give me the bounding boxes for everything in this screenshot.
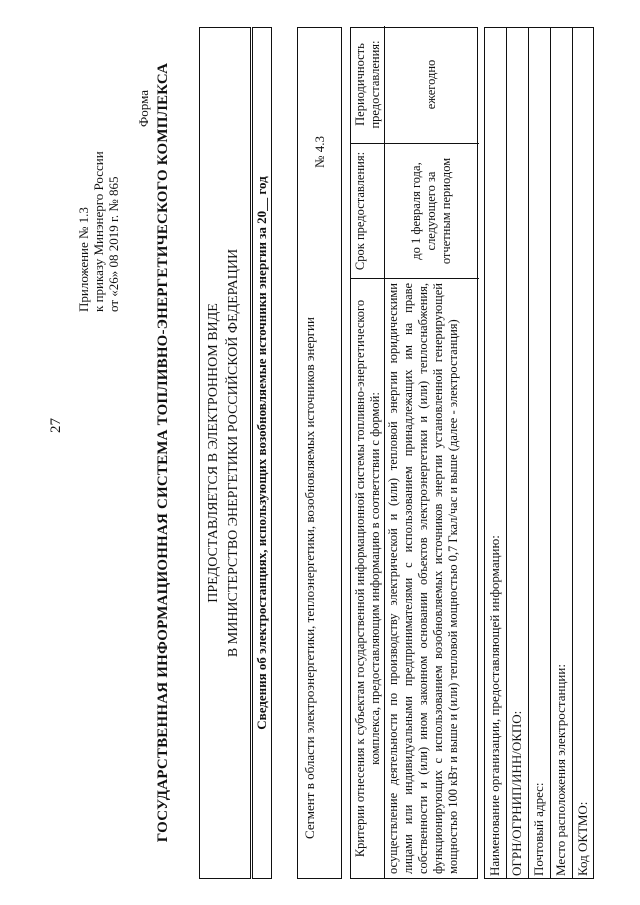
appendix-line-1: Приложение № 1.3: [76, 207, 91, 312]
org-oktmo-row: Код ОКТМО:: [575, 801, 590, 876]
org-name-row: Наименование организации, предоставляющей информацию:: [485, 28, 507, 878]
org-location-row: Место расположения электростанции:: [551, 28, 573, 878]
org-ogrn-row: ОГРН/ОГРНИП/ИНН/ОКПО:: [507, 28, 529, 878]
report-title: Сведения об электростанциях, использующих возобновляемые источники энергии за 20__ год: [252, 27, 272, 879]
org-address-row: Почтовый адрес:: [529, 28, 551, 878]
period-column: [351, 26, 479, 143]
form-label: Форма: [136, 90, 151, 127]
segment-number: № 4.3: [312, 136, 327, 168]
criteria-body: осуществление деятельности по производству электрической и (или) тепловой энергии юридическими лицами или индивидуальными предпринимателями с использованием принадлежащих им на праве собственности и (или) ином законном основании объектов электроэнергетики и (или) теплоснабжения, функционирующих с использованием возобновляемых источников энергии установленной генерирующей мощностью 100 кВт и выше и (или) тепловой мощностью 0,7 Гкал/час и выше (далее - электростанция): [386, 283, 460, 874]
organization-table: [484, 27, 594, 879]
segment-text: Сегмент в области электроэнергетики, теплоэнергетики, возобновляемых источников энергии: [302, 317, 317, 839]
deadline-column: [351, 143, 479, 278]
period-header: Периодичность предоставления:: [351, 26, 385, 143]
criteria-header: Критерии отнесения к субъектам государственной информационной системы топливно-энергетического комплекса, предоставляющим информацию в соответствии с формой:: [351, 279, 385, 878]
period-value: ежегодно: [424, 59, 438, 110]
segment-box: [297, 27, 342, 879]
main-title: ГОСУДАРСТВЕННАЯ ИНФОРМАЦИОННАЯ СИСТЕМА ТОПЛИВНО-ЭНЕРГЕТИЧЕСКОГО КОМПЛЕКСА: [155, 62, 171, 843]
provided-line-1: ПРЕДОСТАВЛЯЕТСЯ В ЭЛЕКТРОННОМ ВИДЕ: [206, 303, 221, 603]
appendix-block: [76, 52, 121, 312]
appendix-line-2: к приказу Минэнерго России: [91, 151, 106, 312]
deadline-value: до 1 февраля года, следующего за отчетным периодом: [409, 157, 453, 265]
criteria-table: [350, 27, 478, 879]
page-number: 27: [48, 418, 64, 433]
deadline-header: Срок предоставления:: [351, 144, 385, 278]
provided-line-2: В МИНИСТЕРСТВО ЭНЕРГЕТИКИ РОССИЙСКОЙ ФЕДЕРАЦИИ: [226, 248, 241, 658]
criteria-column: [351, 278, 479, 878]
appendix-line-3: от «26» 08 2019 г. № 865: [106, 176, 121, 312]
provided-box: [199, 27, 251, 879]
